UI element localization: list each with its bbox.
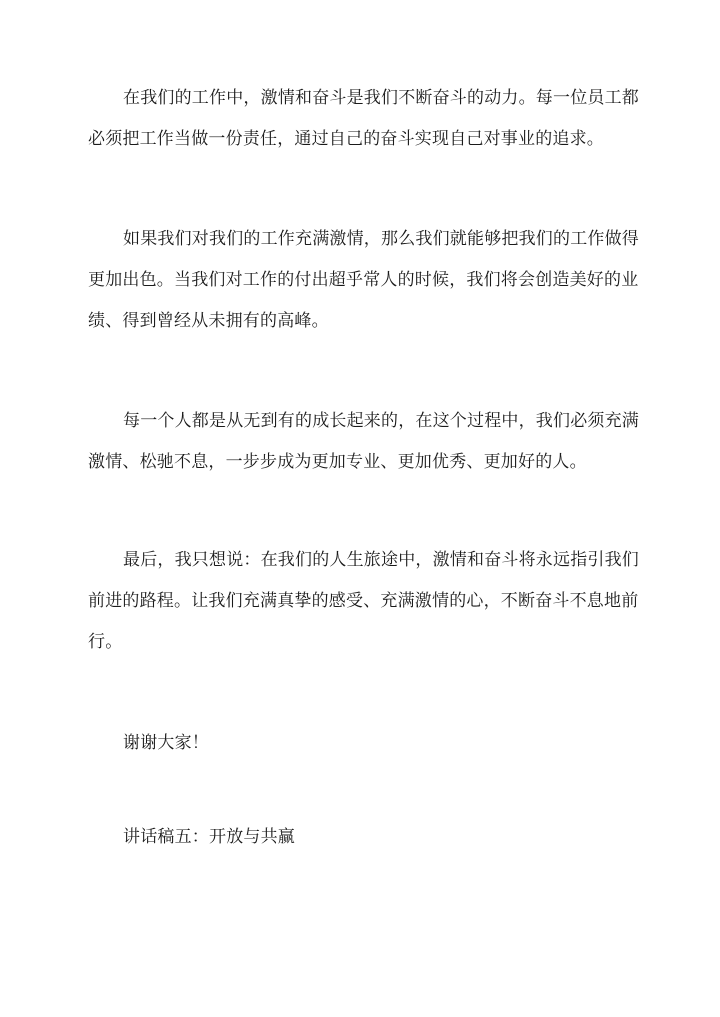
section-heading: [88, 828, 633, 847]
text-line: 必须把工作当做一份责任，通过自己的奋斗实现自己对事业的追求。: [88, 129, 604, 149]
paragraph-conclusion: [88, 550, 639, 652]
text-line: 激情、松驰不息，一步步成为更加专业、更加优秀、更加好的人。: [88, 452, 587, 472]
paragraph-passion-and-struggle: [88, 88, 639, 149]
text-line: 如果我们对我们的工作充满激情，那么我们就能够把我们的工作做得: [123, 229, 639, 249]
paragraph-growth: [88, 411, 639, 472]
closing-thanks: [88, 734, 633, 753]
paragraph-passion-at-work: [88, 229, 639, 331]
text-line: 谢谢大家！: [123, 733, 209, 753]
text-line: 在我们的工作中，激情和奋斗是我们不断奋斗的动力。每一位员工都: [123, 88, 639, 108]
text-line: 绩、得到曾经从未拥有的高峰。: [88, 311, 329, 331]
text-line: 前进的路程。让我们充满真挚的感受、充满激情的心，不断奋斗不息地前: [88, 591, 639, 611]
text-line: 行。: [88, 632, 123, 652]
text-line: 每一个人都是从无到有的成长起来的，在这个过程中，我们必须充满: [123, 411, 639, 431]
text-line: 最后，我只想说：在我们的人生旅途中，激情和奋斗将永远指引我们: [123, 550, 639, 570]
text-line: 讲话稿五：开放与共赢: [123, 827, 295, 847]
text-line: 更加出色。当我们对工作的付出超乎常人的时候，我们将会创造美好的业: [88, 270, 639, 290]
